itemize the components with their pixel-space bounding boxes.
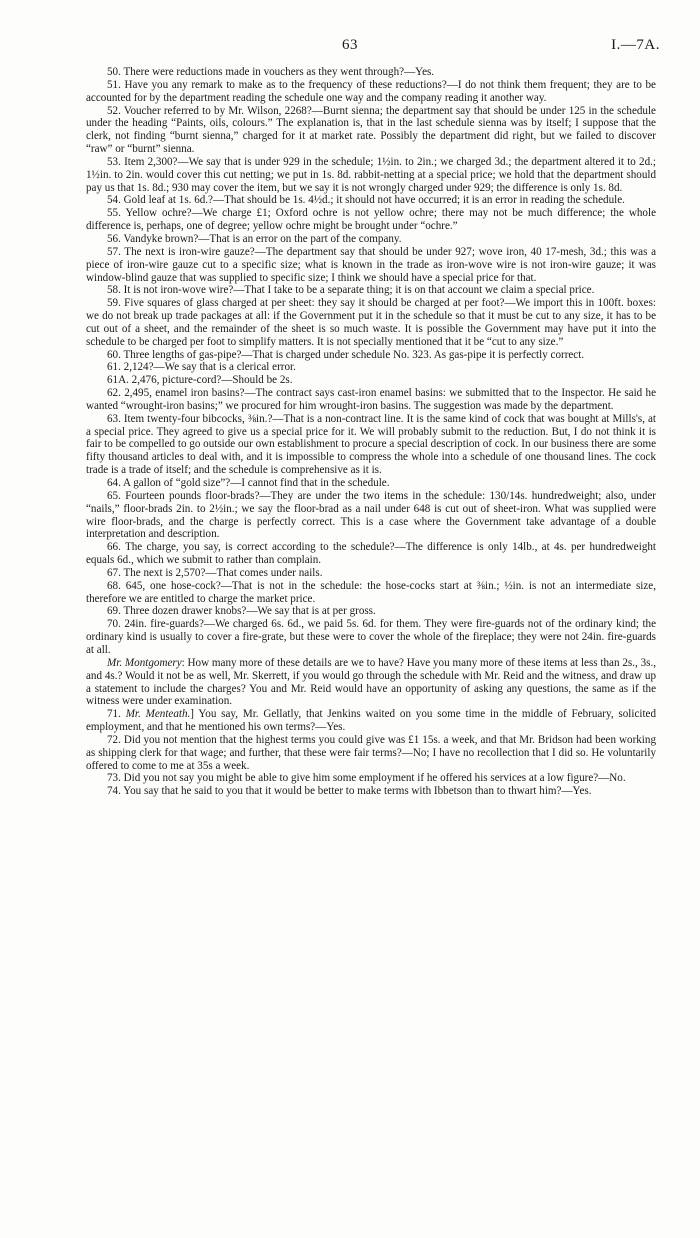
paragraph-61: 61. 2,124?—We say that is a clerical error. bbox=[107, 361, 296, 374]
paragraph-71 bbox=[86, 708, 656, 734]
paragraph-57: 57. The next is iron-wire gauze?—The department say that should be under 927; wove iron, 40 17-mesh, 3d.; this was a piece of iron-wire gauze cut to a specific size; what is known in the trade as iron-wove wire is not iron-wire gauze; it was window-blind gauze that was supplied to specific size; I think we should have a special price for that. bbox=[86, 245, 656, 284]
document-body bbox=[86, 66, 656, 798]
paragraph-72: 72. Did you not mention that the highest terms you could give was £1 15s. a week, and that Mr. Bridson had been working as shipping clerk for that wage; and further, that these were fair terms?—No; I have no recollection that I did so. He voluntarily offered to come to me at 35s a week. bbox=[86, 733, 656, 772]
document-reference: I.—7A. bbox=[611, 37, 660, 53]
paragraph-56: 56. Vandyke brown?—That is an error on the part of the company. bbox=[107, 232, 402, 245]
paragraph-67: 67. The next is 2,570?—That comes under nails. bbox=[107, 566, 323, 579]
paragraph-61a: 61A. 2,476, picture-cord?—Should be 2s. bbox=[107, 374, 293, 387]
paragraph-51: 51. Have you any remark to make as to the frequency of these reductions?—I do not think them frequent; they are to be accounted for by the department reading the schedule one way and the company reading it another way. bbox=[86, 78, 656, 104]
speaker-name: Mr. Menteath. bbox=[125, 708, 191, 721]
paragraph-50: 50. There were reductions made in vouchers as they went through?—Yes. bbox=[107, 66, 435, 78]
paragraph-65: 65. Fourteen pounds floor-brads?—They are under the two items in the schedule: 130/14s. hundredweight; also, under “nails,” floor-brads 2in. to 2½in.; we say the floor-brad as a nail under 648 is cut out of sheet-iron. What was supplied were wire floor-brads, and the charge is perfectly correct. This is a case where the Government take advantage of a double interpretation and description. bbox=[86, 489, 656, 541]
paragraph-62: 62. 2,495, enamel iron basins?—The contract says cast-iron enamel basins: we submitted that to the Inspector. He said he wanted “wrought-iron basins;” we procured for him wrought-iron basins. The suggestion was made by the department. bbox=[86, 387, 656, 412]
paragraph-text: : How many more of these details are we to have? Have you many more of these items at less than 2s., 3s., and 4s.? Would it not be as well, Mr. Skerrett, if you would go through the schedule with Mr. Reid and the witness, and draw up a statement to include the charges? You and Mr. Reid would have an opportunity of asking any questions, the same as if the witness were under examination. bbox=[86, 656, 656, 708]
page-number: 63 bbox=[342, 37, 358, 53]
paragraph-54: 54. Gold leaf at 1s. 6d.?—That should be 1s. 4½d.; it should not have occurred; it is an error in reading the schedule. bbox=[107, 194, 625, 207]
paragraph-text: ] You say, Mr. Gellatly, that Jenkins waited on you some time in the middle of February, solicited employment, and that he mentioned his own terms?—Yes. bbox=[86, 708, 657, 734]
paragraph-58: 58. It is not iron-wove wire?—That I take to be a separate thing; it is on that account we claim a special price. bbox=[107, 284, 595, 297]
paragraph-59: 59. Five squares of glass charged at per sheet: they say it should be charged at per foot?—We import this in 100ft. boxes: we do not break up trade packages at all: if the Government put it in the schedule so that it must be cut to any size, it has to be cut out of a sheet, and the remainder of the sheet is so much waste. It is possible the Government may have put it into the schedule to be charged per foot to simplify matters. It is not specially mentioned that it be “cut to any size.” bbox=[86, 297, 656, 348]
paragraph-69: 69. Three dozen drawer knobs?—We say that is at per gross. bbox=[107, 605, 376, 618]
speaker-name: Mr. Montgomery bbox=[107, 656, 182, 669]
paragraph-66: 66. The charge, you say, is correct according to the schedule?—The difference is only 14lb., at 4s. per hundredweight equals 6d., which we submit to rather than complain. bbox=[86, 541, 656, 567]
paragraph-60: 60. Three lengths of gas-pipe?—That is charged under schedule No. 323. As gas-pipe it is perfectly correct. bbox=[107, 348, 585, 361]
paragraph-55: 55. Yellow ochre?—We charge £1; Oxford ochre is not yellow ochre; there may not be much difference; the whole difference is, perhaps, one of degree; yellow ochre might be brought under “ochre.” bbox=[86, 207, 656, 233]
paragraph-68: 68. 645, one hose-cock?—That is not in the schedule: the hose-cocks start at ⅜in.; ½in. is not an intermediate size, therefore we are entitled to charge the market price. bbox=[86, 579, 656, 605]
paragraph-73: 73. Did you not say you might be able to give him some employment if he offered his services at a low figure?—No. bbox=[107, 772, 626, 785]
paragraph-64: 64. A gallon of “gold size”?—I cannot find that in the schedule. bbox=[107, 477, 390, 489]
paragraph-63: 63. Item twenty-four bibcocks, ⅜in.?—That is a non-contract line. It is the same kind of cock that was bought at Mills's, at a special price. They agreed to give us a special price for it. We will probably submit to the reduction. But, I do not think it is fair to be compelled to go outside our own establishment to procure a special description of cock. In our business there are some fifty thousand articles to deal with, and it is impossible to compress the whole into a schedule of one thousand lines. The cock trade is a trade of itself; and the schedule is comprehensive as it is. bbox=[86, 412, 656, 477]
paragraph-number: 71. bbox=[107, 708, 126, 721]
paragraph-53: 53. Item 2,300?—We say that is under 929 in the schedule; 1½in. to 2in.; we charged 3d.; the department altered it to 2d.; 1½in. to 2in. would cover this cut netting; we put in 1s. 8d. rabbit-netting at a special price; we hold that the department should pay us that 1s. 8d.; 930 may cover the item, but we say it is not wrongly charged under 929; the difference is only 1s. 8d. bbox=[86, 155, 656, 194]
paragraph-52: 52. Voucher referred to by Mr. Wilson, 2268?—Burnt sienna; the department say that should be under 125 in the schedule under the heading “Paints, oils, colours.” The explanation is, that in the last schedule sienna was by itself; I suppose that the clerk, not finding “burnt sienna,” charged for it at market rate. Possibly the department did right, but we failed to discover “raw” or “burnt” sienna. bbox=[86, 104, 656, 156]
paragraph-70: 70. 24in. fire-guards?—We charged 6s. 6d., we paid 5s. 6d. for them. They were fire-guards not of the ordinary kind; the ordinary kind is usually to cover a fire-grate, but these were to cover the whole of the fireplace; they were not 24in. fire-guards at all. bbox=[86, 618, 656, 656]
paragraph-74: 74. You say that he said to you that it would be better to make terms with Ibbetson than to thwart him?—Yes. bbox=[107, 785, 592, 798]
paragraph-montgomery bbox=[86, 657, 656, 708]
